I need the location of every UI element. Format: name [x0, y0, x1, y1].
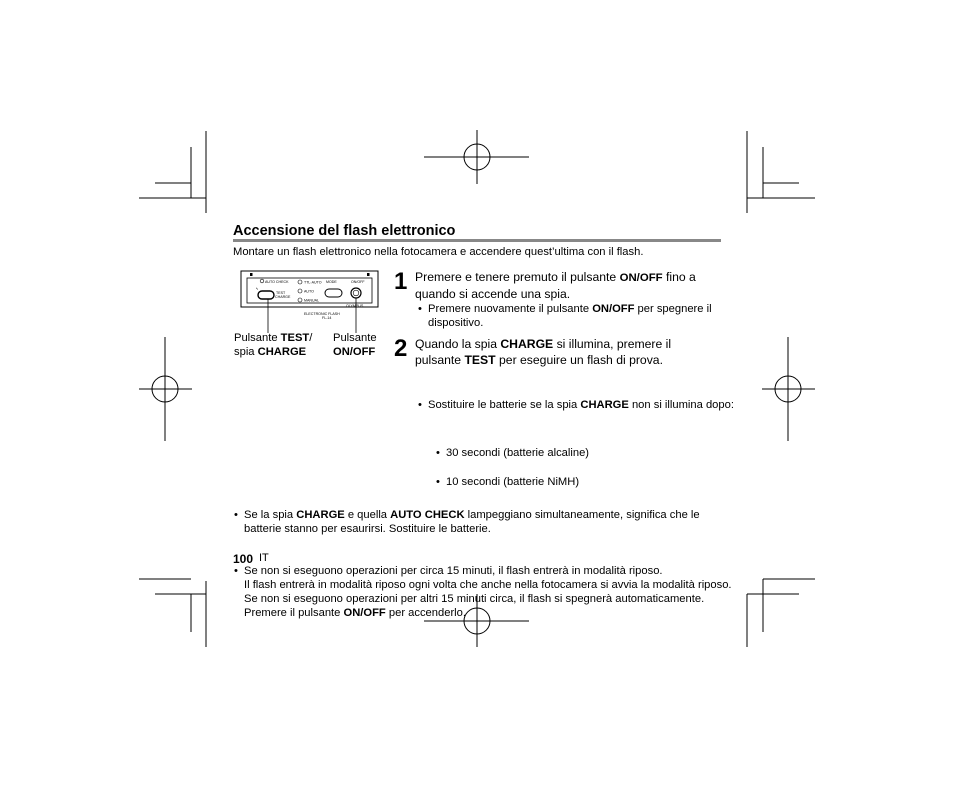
step-1-number: 1 [394, 268, 408, 295]
label-ttl-auto: TTL-AUTO [304, 280, 322, 285]
step-2-text: Quando la spia CHARGE si illumina, premere il pulsante TEST per eseguire un flash di prova. [415, 337, 672, 367]
caption-test-charge: Pulsante TEST/ spia CHARGE [234, 332, 313, 358]
mode-button-icon [325, 289, 342, 297]
step-2-number: 2 [394, 335, 408, 362]
sub-bullet-nimh: • 10 secondi (batterie NiMH) [436, 475, 736, 489]
label-auto: AUTO [304, 289, 314, 294]
note-low-battery: • Se la spia CHARGE e quella AUTO CHECK lampeggiano simultaneamente, significa che le batterie stanno per esaurirsi. Sostituire le batterie. [234, 508, 736, 536]
label-electronic-flash: ELECTRONIC FLASH [304, 312, 340, 316]
caption-on-off: Pulsante ON/OFF [333, 332, 377, 358]
step-1-text: Premere e tenere premuto il pulsante ON/OFF fino a quando si accende una spia. [415, 270, 696, 301]
lightning-icon: ϟ [256, 287, 258, 291]
step-2-bullet: • Sostituire le batterie se la spia CHARGE non si illumina dopo: [418, 398, 734, 412]
language-code: IT [259, 552, 269, 564]
label-charge: CHARGE [275, 295, 291, 299]
test-button-icon [258, 291, 274, 299]
label-auto-check: AUTO CHECK [265, 280, 289, 284]
label-manual: MANUAL [304, 298, 319, 303]
sub-bullet-alkaline: • 30 secondi (batterie alcaline) [436, 446, 736, 460]
label-test: TEST [276, 291, 286, 295]
label-fl-model: FL-14 [322, 316, 332, 320]
flash-unit-diagram [240, 270, 386, 338]
label-mode: MODE [326, 280, 337, 284]
section-title: Accensione del flash elettronico [233, 223, 456, 239]
on-off-button-icon [351, 288, 361, 298]
label-olympus: OLYMPUS [346, 304, 364, 308]
step-1-bullet: • Premere nuovamente il pulsante ON/OFF per spegnere il dispositivo. [418, 302, 734, 330]
intro-paragraph: Montare un flash elettronico nella fotocamera e accendere quest’ultima con il flash. [233, 246, 644, 258]
label-on-off: ON/OFF [351, 280, 365, 284]
page-number: 100 [233, 552, 254, 566]
note-sleep-mode: • Se non si eseguono operazioni per circa 15 minuti, il flash entrerà in modalità riposo. Il flash entrerà in modalità riposo ogni volta che anche nella fotocamera si avvia la modalità riposo. Se non si eseguono operazioni per altri 15 minuti circa, il flash si spegnerà automaticamente. Premere il pulsante ON/OFF per accenderlo. [234, 564, 736, 620]
title-underline [233, 239, 721, 242]
